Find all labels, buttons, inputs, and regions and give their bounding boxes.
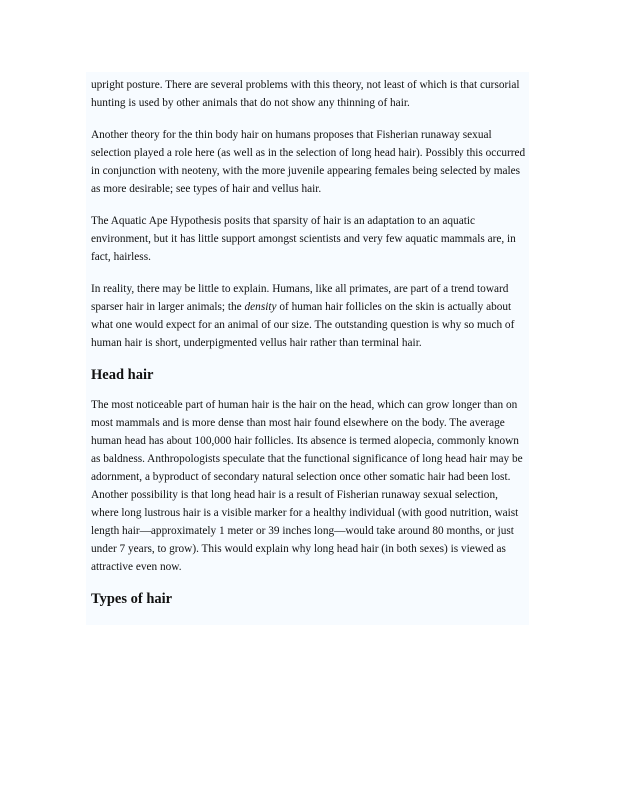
paragraph-reality-before: In reality, there may be little to explain. Humans, like all primates, are part of a trend toward sparser hair in larger animals; the — [91, 283, 509, 313]
paragraph-head-hair: The most noticeable part of human hair is the hair on the head, which can grow longer than on most mammals and is more dense than most hair found elsewhere on the body. The average human head has about 100,000 hair follicles. Its absence is termed alopecia, commonly known as baldness. Anthropologists speculate that the functional significance of long head hair may be adornment, a byproduct of secondary natural selection once other somatic hair had been lost. Another possibility is that long head hair is a result of Fisherian runaway sexual selection, where long lustrous hair is a visible marker for a healthy individual (with good nutrition, waist length hair—approximately 1 meter or 39 inches long—would take around 80 months, or just under 7 years, to grow). This would explain why long head hair (in both sexes) is viewed as attractive even now. — [91, 399, 523, 573]
paragraph-reality-after: of human hair follicles on the skin is actually about what one would expect for an animal of our size. The outstanding question is why so much of human hair is short, underpigmented vellus hair rather than terminal hair. — [91, 301, 515, 349]
paragraph-fisherian-selection: Another theory for the thin body hair on humans proposes that Fisherian runaway sexual selection played a role here (as well as in the selection of long head hair). Possibly this occurred in conjunction with neoteny, with the more juvenile appearing females being selected by males as more desirable; see types of hair and vellus hair. — [91, 129, 526, 195]
paragraph-aquatic-ape: The Aquatic Ape Hypothesis posits that sparsity of hair is an adaptation to an aquatic environment, but it has little support amongst scientists and very few aquatic mammals are, in fact, hairless. — [91, 215, 516, 263]
paragraph-reality — [91, 280, 527, 352]
heading-head-hair: Head hair — [91, 367, 154, 383]
paragraph-cursorial-hunting: upright posture. There are several problems with this theory, not least of which is that cursorial hunting is used by other animals that do not show any thinning of hair. — [91, 79, 520, 109]
heading-types-of-hair: Types of hair — [91, 591, 173, 607]
emphasis-density: density — [244, 301, 277, 313]
article-body — [86, 72, 529, 625]
